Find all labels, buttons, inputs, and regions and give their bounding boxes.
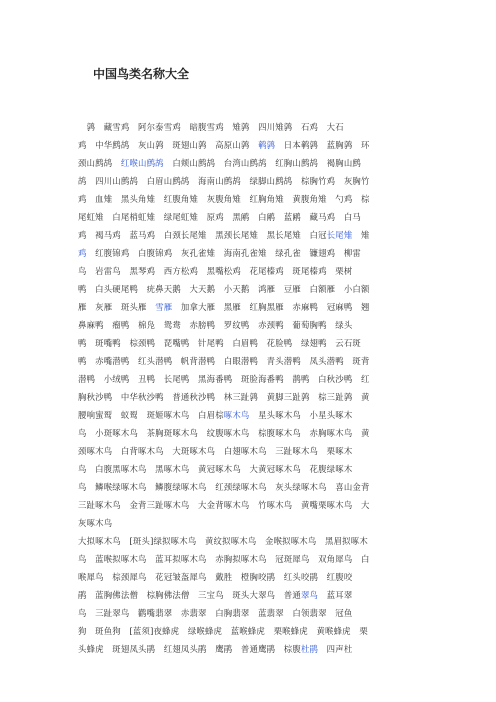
text-line — [78, 172, 424, 190]
text-line — [78, 226, 424, 244]
document-body — [78, 118, 424, 658]
text-segment: 鸟 三趾翠鸟 鹳嘴翡翠 赤翡翠 白胸翡翠 蓝翡翠 白领翡翠 冠鱼 — [78, 608, 353, 618]
keyword-link[interactable]: 翠鸟 — [300, 590, 319, 600]
text-line — [78, 514, 424, 532]
text-segment: 腰响蜜䴕 蚁䴕 斑姬啄木鸟 白眉棕 — [78, 410, 224, 420]
text-segment: 鸭 赤嘴潜鸭 红头潜鸭 帆背潜鸭 白眼潜鸭 青头潜鸭 凤头潜鸭 斑背 — [78, 356, 370, 366]
keyword-link[interactable]: 鹌鹑 — [258, 140, 276, 150]
text-segment: 头蜂虎 斑翅凤头鹃 红翅凤头鹃 鹰鹃 普通鹰鹃 棕腹 — [78, 644, 301, 654]
text-segment: 鸟 岩雷鸟 黑琴鸡 西方松鸡 黑嘴松鸡 花尾榛鸡 斑尾榛鸡 栗树 — [78, 266, 353, 276]
text-segment: 鸡 血雉 黑头角雉 红腹角雉 灰腹角雉 红胸角雉 黄腹角雉 勺鸡 棕 — [78, 194, 370, 204]
text-segment: 鸡 褐马鸡 蓝马鸡 白颈长尾雉 黑颈长尾雉 黑长尾雉 白冠 — [78, 230, 327, 240]
text-segment: 鼻麻鸭 瘤鸭 棉凫 鸳鸯 赤膀鸭 罗纹鸭 赤颈鸭 葡萄胸鸭 绿头 — [78, 320, 353, 330]
text-segment: 胸秋沙鸭 中华秋沙鸭 普通秋沙鸭 林三趾鹑 黄脚三趾鹑 棕三趾鹑 黄 — [78, 392, 370, 402]
text-segment: 鹑 藏雪鸡 阿尔泰雪鸡 暗腹雪鸡 雉鹑 四川雉鹑 石鸡 大石 — [78, 122, 344, 132]
text-line — [78, 388, 424, 406]
page-title: 中国鸟类名称大全 — [93, 67, 190, 81]
keyword-link[interactable]: 啄木鸟 — [223, 410, 250, 420]
keyword-link[interactable]: 长尾雉 — [326, 230, 353, 240]
text-segment: 日本鹌鹑 蓝胸鹑 环 — [275, 140, 370, 150]
text-line — [78, 550, 424, 568]
text-segment: 鸟 蓝喉拟啄木鸟 蓝耳拟啄木鸟 赤胸拟啄木鸟 冠斑犀鸟 双角犀鸟 白 — [78, 554, 370, 564]
text-line — [78, 532, 424, 550]
keyword-link[interactable]: 杜鹃 — [300, 644, 319, 654]
text-segment: 颈山鹧鸪 — [78, 158, 121, 168]
text-line — [78, 208, 424, 226]
text-line — [78, 262, 424, 280]
text-line — [78, 442, 424, 460]
text-segment: 喉犀鸟 棕颈犀鸟 花冠皱盔犀鸟 戴胜 橙胸咬鹃 红头咬鹃 红腹咬 — [78, 572, 353, 582]
text-segment: 雁 灰雁 斑头雁 — [78, 302, 156, 312]
keyword-link[interactable]: 鸡 — [78, 248, 87, 258]
text-line — [78, 604, 424, 622]
text-segment: 星头啄木鸟 小星头啄木 — [249, 410, 353, 420]
text-segment: 三趾啄木鸟 金背三趾啄木鸟 大金背啄木鸟 竹啄木鸟 黄嘴栗啄木鸟 大 — [78, 500, 370, 510]
text-line — [78, 568, 424, 586]
text-segment: 鸪 四川山鹧鸪 白眉山鹧鸪 海南山鹧鸪 绿脚山鹧鸪 棕胸竹鸡 灰胸竹 — [78, 176, 370, 186]
text-segment: 潜鸭 小绒鸭 丑鸭 长尾鸭 黑海番鸭 斑脸海番鸭 鹊鸭 白秋沙鸭 红 — [78, 374, 370, 384]
text-line — [78, 460, 424, 478]
text-segment: 颈啄木鸟 白背啄木鸟 大斑啄木鸟 白翅啄木鸟 三趾啄木鸟 栗啄木 — [78, 446, 353, 456]
keyword-link[interactable]: 红喉山鹧鸪 — [120, 158, 164, 168]
text-line — [78, 370, 424, 388]
text-segment: 狗 斑鱼狗 [蓝须]夜蜂虎 绿喉蜂虎 蓝喉蜂虎 栗喉蜂虎 黄喉蜂虎 栗 — [78, 626, 368, 636]
text-segment: 四声杜 — [318, 644, 353, 654]
text-segment: 鸡 中华鹧鸪 灰山鹑 斑翅山鹑 高原山鹑 — [78, 140, 259, 150]
text-segment: 灰啄木鸟 — [78, 518, 113, 528]
text-line — [78, 478, 424, 496]
text-line — [78, 352, 424, 370]
text-line — [78, 154, 424, 172]
text-line — [78, 190, 424, 208]
text-line — [78, 244, 424, 262]
text-segment: 鸭 白头硬尾鸭 疣鼻天鹅 大天鹅 小天鹅 鸿雁 豆雁 白额雁 小白额 — [78, 284, 370, 294]
text-segment: 鸟 小斑啄木鸟 茶胸斑啄木鸟 纹腹啄木鸟 棕腹啄木鸟 赤胸啄木鸟 黄 — [78, 428, 370, 438]
text-line — [78, 280, 424, 298]
text-line — [78, 496, 424, 514]
text-line — [78, 298, 424, 316]
keyword-link[interactable]: 雪雁 — [155, 302, 173, 312]
text-segment: 鹃 蓝胸佛法僧 棕胸佛法僧 三宝鸟 斑头大翠鸟 普通 — [78, 590, 301, 600]
text-line — [78, 622, 424, 640]
text-segment: 鸟 鳞喉绿啄木鸟 鳞腹绿啄木鸟 红颈绿啄木鸟 灰头绿啄木鸟 喜山金背 — [78, 482, 370, 492]
text-segment: 尾虹雉 白尾梢虹雉 绿尾虹雉 原鸡 黑鹇 白鹇 蓝鹇 藏马鸡 白马 — [78, 212, 361, 222]
text-segment: 加拿大雁 黑雁 红胸黑雁 赤麻鸭 冠麻鸭 翘 — [172, 302, 370, 312]
text-segment: 白颊山鹧鸪 台湾山鹧鸪 红胸山鹧鸪 褐胸山鹧 — [163, 158, 361, 168]
text-segment: 大拟啄木鸟 [斑头]绿拟啄木鸟 黄纹拟啄木鸟 金喉拟啄木鸟 黑眉拟啄木 — [78, 536, 368, 546]
text-line — [78, 118, 424, 136]
text-segment: 红腹锦鸡 白腹锦鸡 灰孔雀雉 海南孔雀雉 绿孔雀 镰翅鸡 柳雷 — [86, 248, 361, 258]
text-line — [78, 136, 424, 154]
text-segment: 鸟 白腹黑啄木鸟 黑啄木鸟 黄冠啄木鸟 大黄冠啄木鸟 花腹绿啄木 — [78, 464, 353, 474]
text-segment: 蓝耳翠 — [318, 590, 353, 600]
text-segment: 鸭 斑嘴鸭 棕颈鸭 琵嘴鸭 针尾鸭 白眉鸭 花脸鸭 绿翅鸭 云石斑 — [78, 338, 361, 348]
text-line — [78, 316, 424, 334]
text-line — [78, 406, 424, 424]
text-line — [78, 640, 424, 658]
text-line — [78, 424, 424, 442]
text-line — [78, 334, 424, 352]
text-segment: 雉 — [352, 230, 370, 240]
text-line — [78, 586, 424, 604]
